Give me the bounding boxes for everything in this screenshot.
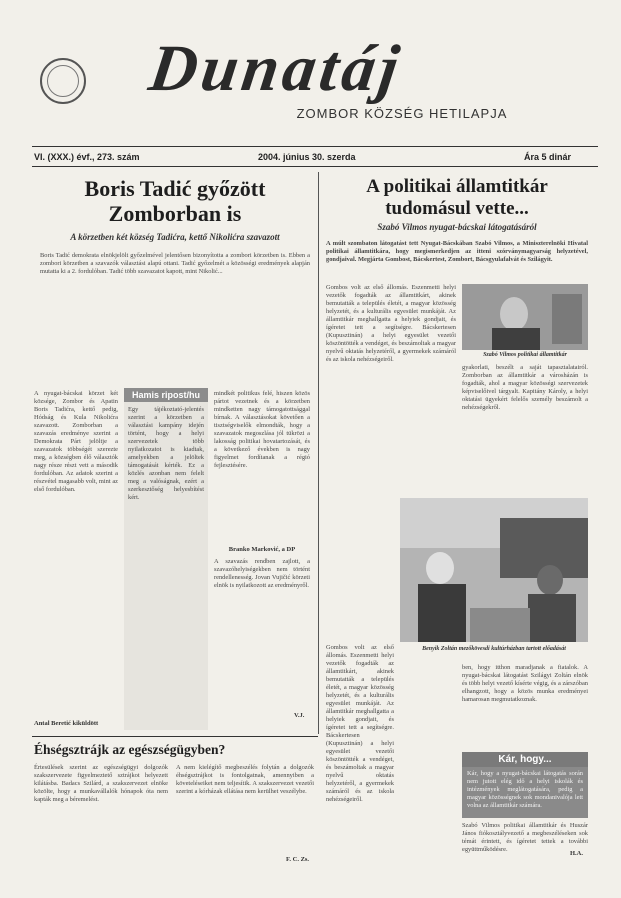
right-article-subtitle: Szabó Vilmos nyugat-bácskai látogatásáról — [377, 222, 537, 232]
right-article-col3: ben, hogy itthon maradjanak a fiatalok. A nyugat-bácskai látogatást Szilágyi Zoltán elnök és több helyi vezető kísérte végig, és a zárszóban elhangzott, hogy a közös munka eredményei hamarosan megmutatkoznak. — [462, 664, 588, 703]
masthead-rule-bottom — [32, 166, 598, 167]
photo-szabo-vilmos — [462, 284, 588, 350]
left-article-title-line1: Boris Tadić győzött — [84, 176, 266, 201]
bottom-article-rule — [32, 736, 318, 737]
left-article-col1: A nyugat-bácskai körzet két községe, Zombor és Apatin Boris Tadićra, kettő pedig, Hódság és Kula Nikolićra szavazott. Zomborban a szavazás eredménye szerint a Demokrata Párt jelöltje a szavazatok többségét szerezte meg, a községben élő választók nagy része részt vett a második fordulóban. Az adatok szerint a részvétel magasabb volt, mint az első fordulóban. — [34, 390, 118, 493]
right-article-lead: A múlt szombaton látogatást tett Nyugat-Bácskában Szabó Vilmos, a Miniszterelnöki Hivatal politikai államtitkára, hogy megismerkedjen az itteni szórványmagyarság helyzetével, gondjaival. Megjárta Gombost, Bácskertest, Zombort, Bácsgyulafalvát és Szilágyit. — [326, 240, 588, 263]
issue-price: Ára 5 dinár — [524, 152, 572, 162]
right-article-title-line1: A politikai államtitkár — [366, 176, 548, 197]
column-divider — [318, 172, 319, 734]
photo-szabo-caption: Szabó Vilmos politikai államtitkár — [483, 352, 567, 358]
kar-hogy-box — [462, 752, 588, 818]
bottom-article-sign: F. C. Zs. — [286, 856, 310, 863]
bottom-article-col1: Értesülések szerint az egészségügyi dolgozók szakszervezete figyelmeztető sztrájkot helyezett kilátásba. Badacs Szilárd, a szakszervezet elnöke közölte, hogy a munkavállalók hónapok óta nem kapták meg a béremelést. — [34, 764, 168, 803]
bottom-article-col2: A nem kielégítő megbeszélés folytán a dolgozók éhségsztrájkot is fontolgatnak, amennyiben a követeléseiket nem teljesítik. A szakszervezet vezetői szerint a kórházak ellátása nem kerülhet veszélybe. — [176, 764, 314, 795]
left-article-col3-more: A szavazás rendben zajlott, a szavazóhelyiségekben nem történt rendellenesség. Jovan Vujičić körzeti elnök is nyilatkozott az eredményről. — [214, 558, 310, 589]
ripost-box — [124, 388, 208, 730]
bottom-article-title: Éhségsztrájk az egészségügyben? — [34, 742, 226, 757]
right-article-col2: gyakorlati, beszélt a saját tapasztalatairól. Zomborban az államtitkár a városházán is fogadták, ahol a magyar közösségi szervezetek képviselőivel tárgyalt. Kapitány Károly, a helyi oktatási ügyekért felelős személy beszámolt a nehézségekről. — [462, 364, 588, 411]
left-article-subtitle: A körzetben két község Tadićra, kettő Nikolićra szavazott — [70, 232, 280, 242]
left-article-col3-heading: Branko Marković, a DP — [228, 546, 296, 553]
right-article-title-line2: tudomásul vette... — [385, 198, 529, 219]
photo-meeting — [400, 498, 588, 642]
left-article-col1-sign: Antal Beretić kiküldött — [34, 720, 99, 727]
right-article-sign: H.A. — [570, 850, 583, 857]
issue-date: 2004. június 30. szerda — [258, 152, 356, 162]
left-article-sign: V.J. — [294, 712, 305, 719]
left-article-lead: Boris Tadić demokrata elnökjelölt győzelmével jelentősen bizonyította a zombori körzetben is. Ebben a zombori körzetben a szavazók választási alapú ottani. Tadić győzelmét a közösségi eredmények alapján mutatta ki a 2. fordulóban. Tadić több szavazatot kapott, mint Nikolić... — [40, 252, 310, 275]
photo-meeting-image — [400, 498, 588, 642]
right-article-col1: Gombos volt az első állomás. Eszenmetti helyi vezetők fogadták az államtitkárt, akinek bemutatták a település életét, a magyar közösség helyzetét, és a kulturális egyesület munkáját. Az államtitkár meghallgatta a helyiek gondjait, és ígéretet tett a segítségre. Bácskertesen (Kupusztinán) a helyi egyesület vezetői köszöntötték a vendéget, és beszámoltak a magyar nyelvű oktatás helyzetéről, a gyermekek számáról és az iskola nehézségeiről. — [326, 284, 456, 363]
masthead-subtitle: ZOMBOR KÖZSÉG HETILAPJA — [296, 106, 508, 121]
photo-meeting-caption: Benyik Zoltán mezőkövesdi kultúrházban tartott előadását — [422, 646, 566, 652]
masthead-rule-top — [32, 146, 598, 147]
issue-number: VI. (XXX.) évf., 273. szám — [34, 152, 140, 162]
ripost-box-header: Hamis ripost/hu — [124, 388, 208, 402]
masthead-title: Dunatáj — [144, 32, 407, 105]
left-article-title-line2: Zomborban is — [108, 201, 242, 226]
seal-inner-ring — [47, 65, 79, 97]
photo-szabo-vilmos-image — [462, 284, 588, 350]
right-article-closing: Szabó Vilmos politikai államtitkár és Huszár János fiókosztályvezető a megbeszéléseken sok témát érintett, és ígéretet tettek a további együttműködésre. — [462, 822, 588, 853]
left-article-col3: mindkét politikus felé, hiszen közös pártot vezetnek és a körzetben mindketten nagy támogatottsággal bírnak. A választásokat követően a tisztségviselők elmondták, hogy a szavazatok megoszlása jól tükrözi a lakosság politikai hovatartozását, és a következő években is nagy figyelmet fordítanak a régió fejlesztésére. — [214, 390, 310, 469]
kar-hogy-header: Kár, hogy... — [462, 752, 588, 767]
right-article-col1b: Gombos volt az első állomás. Eszenmetti helyi vezetők fogadták az államtitkárt, akinek bemutatták a település életét, a magyar közösség helyzetét, és a kulturális egyesület munkáját. Az államtitkár meghallgatta a helyiek gondjait, és ígéretet tett a segítségre. Bácskertesen (Kupusztinán) a helyi egyesület vezetői köszöntötték a vendéget, és beszámoltak a magyar nyelvű oktatás helyzetéről, a gyermekek számáról és az iskola nehézségeiről. — [326, 644, 394, 803]
kar-hogy-text: Kár, hogy a nyugat-bácskai látogatás során nem jutott elég idő a helyi iskolák és intézmények meglátogatására, pedig a magyar közösségnek sok mondanivalója lett volna az államtitkár számára. — [467, 770, 583, 809]
ripost-box-text: Egy tájékoztató-jelentés szerint a körzetben a választási kampány idején történt, hogy a helyi szervezetek több nyilatkozatot is kiadtak, amelyekben a jelöltek támogatását kérték. Ez a közlés azonban nem felelt meg a valóságnak, ezért a szerkesztőség helyesbítést kért. — [128, 406, 204, 501]
